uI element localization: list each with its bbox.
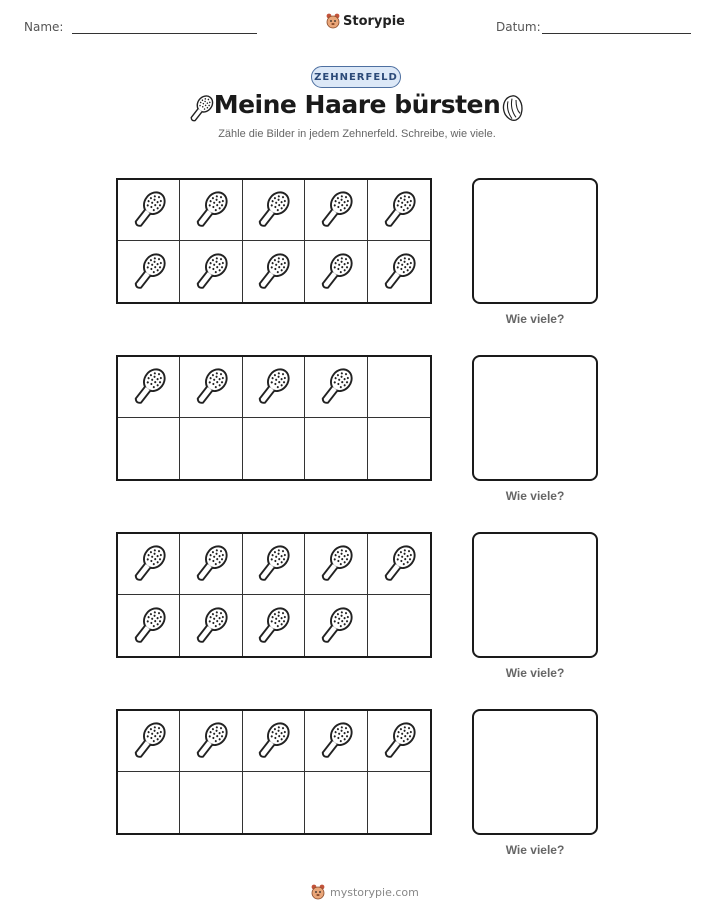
ten-frame-cell (368, 595, 430, 656)
ten-frame (116, 532, 432, 658)
hairbrush-icon (188, 541, 234, 587)
hairbrush-icon (376, 249, 422, 295)
hairbrush-icon (313, 249, 359, 295)
ten-frame-cell (180, 241, 242, 302)
ten-frame-cell (118, 772, 180, 833)
hairbrush-icon (188, 187, 234, 233)
hairbrush-icon (126, 364, 172, 410)
ten-frame-cell (368, 241, 430, 302)
ten-frame-cell (180, 534, 242, 595)
ten-frame-cell (243, 772, 305, 833)
answer-prompt: Wie viele? (505, 312, 565, 326)
hairbrush-icon (250, 364, 296, 410)
answer-prompt: Wie viele? (505, 489, 565, 503)
ten-frame-cell (243, 357, 305, 418)
brand-name: Storypie (343, 13, 405, 29)
hairbrush-icon (188, 718, 234, 764)
instructions: Zähle die Bilder in jedem Zehnerfeld. Schreibe, wie viele. (218, 128, 496, 140)
hairbrush-icon (250, 249, 296, 295)
ten-frame (116, 178, 432, 304)
ten-frame-cell (305, 595, 367, 656)
ten-frame-cell (243, 534, 305, 595)
ten-frame-cell (368, 180, 430, 241)
answer-prompt: Wie viele? (505, 843, 565, 857)
hairbrush-icon (250, 603, 296, 649)
ten-frame-cell (305, 357, 367, 418)
ten-frame-cell (243, 180, 305, 241)
ten-frame-cell (368, 711, 430, 772)
ten-frame-cell (305, 241, 367, 302)
ten-frame-cell (305, 711, 367, 772)
date-label: Datum: (496, 20, 541, 34)
ten-frame-cell (118, 595, 180, 656)
ten-frame-cell (180, 595, 242, 656)
hairbrush-icon (250, 718, 296, 764)
hairbrush-icon (313, 541, 359, 587)
ten-frame-cell (305, 418, 367, 479)
ten-frame-cell (243, 595, 305, 656)
footer (310, 884, 419, 900)
answer-box[interactable] (472, 178, 598, 304)
ten-frame-cell (243, 241, 305, 302)
ten-frame-cell (368, 418, 430, 479)
hairbrush-icon (313, 187, 359, 233)
ten-frame (116, 709, 432, 835)
name-line[interactable] (72, 33, 257, 34)
storypie-logo-icon (326, 13, 340, 29)
brand-logo (326, 13, 405, 29)
ten-frame-cell (180, 772, 242, 833)
hairbrush-icon (250, 187, 296, 233)
ten-frame-cell (118, 534, 180, 595)
ten-frame-cell (180, 357, 242, 418)
hairbrush-icon (126, 249, 172, 295)
footer-url: mystorypie.com (330, 885, 419, 899)
answer-box[interactable] (472, 532, 598, 658)
ten-frame-cell (118, 180, 180, 241)
topic-badge: ZEHNERFELD (311, 66, 401, 88)
ten-frame-cell (243, 418, 305, 479)
ten-frame-cell (368, 357, 430, 418)
ten-frame-cell (118, 418, 180, 479)
ten-frame-cell (243, 711, 305, 772)
ten-frame-cell (368, 772, 430, 833)
answer-box[interactable] (472, 355, 598, 481)
ten-frame-cell (118, 357, 180, 418)
answer-prompt: Wie viele? (505, 666, 565, 680)
storypie-logo-icon (310, 884, 326, 900)
ten-frame-cell (180, 711, 242, 772)
ten-frame-cell (305, 534, 367, 595)
ten-frame-cell (368, 534, 430, 595)
ten-frame (116, 355, 432, 481)
hairbrush-icon (376, 187, 422, 233)
hairbrush-icon (376, 718, 422, 764)
hairbrush-icon (313, 364, 359, 410)
ten-frame-cell (118, 241, 180, 302)
hairbrush-icon (126, 718, 172, 764)
hairbrush-icon (250, 541, 296, 587)
name-label: Name: (24, 20, 64, 34)
hairbrush-icon (376, 541, 422, 587)
hairbrush-icon (188, 364, 234, 410)
date-line[interactable] (542, 33, 691, 34)
hairbrush-icon (126, 541, 172, 587)
answer-box[interactable] (472, 709, 598, 835)
hairbrush-icon (313, 603, 359, 649)
ten-frame-cell (305, 772, 367, 833)
hairbrush-icon (188, 603, 234, 649)
hair-icon (496, 92, 528, 124)
ten-frame-cell (180, 180, 242, 241)
ten-frame-cell (305, 180, 367, 241)
ten-frame-cell (180, 418, 242, 479)
ten-frame-cell (118, 711, 180, 772)
hairbrush-icon (313, 718, 359, 764)
hairbrush-icon (126, 187, 172, 233)
page-title: Meine Haare bürsten (213, 90, 501, 119)
hairbrush-icon (126, 603, 172, 649)
hairbrush-icon (188, 249, 234, 295)
